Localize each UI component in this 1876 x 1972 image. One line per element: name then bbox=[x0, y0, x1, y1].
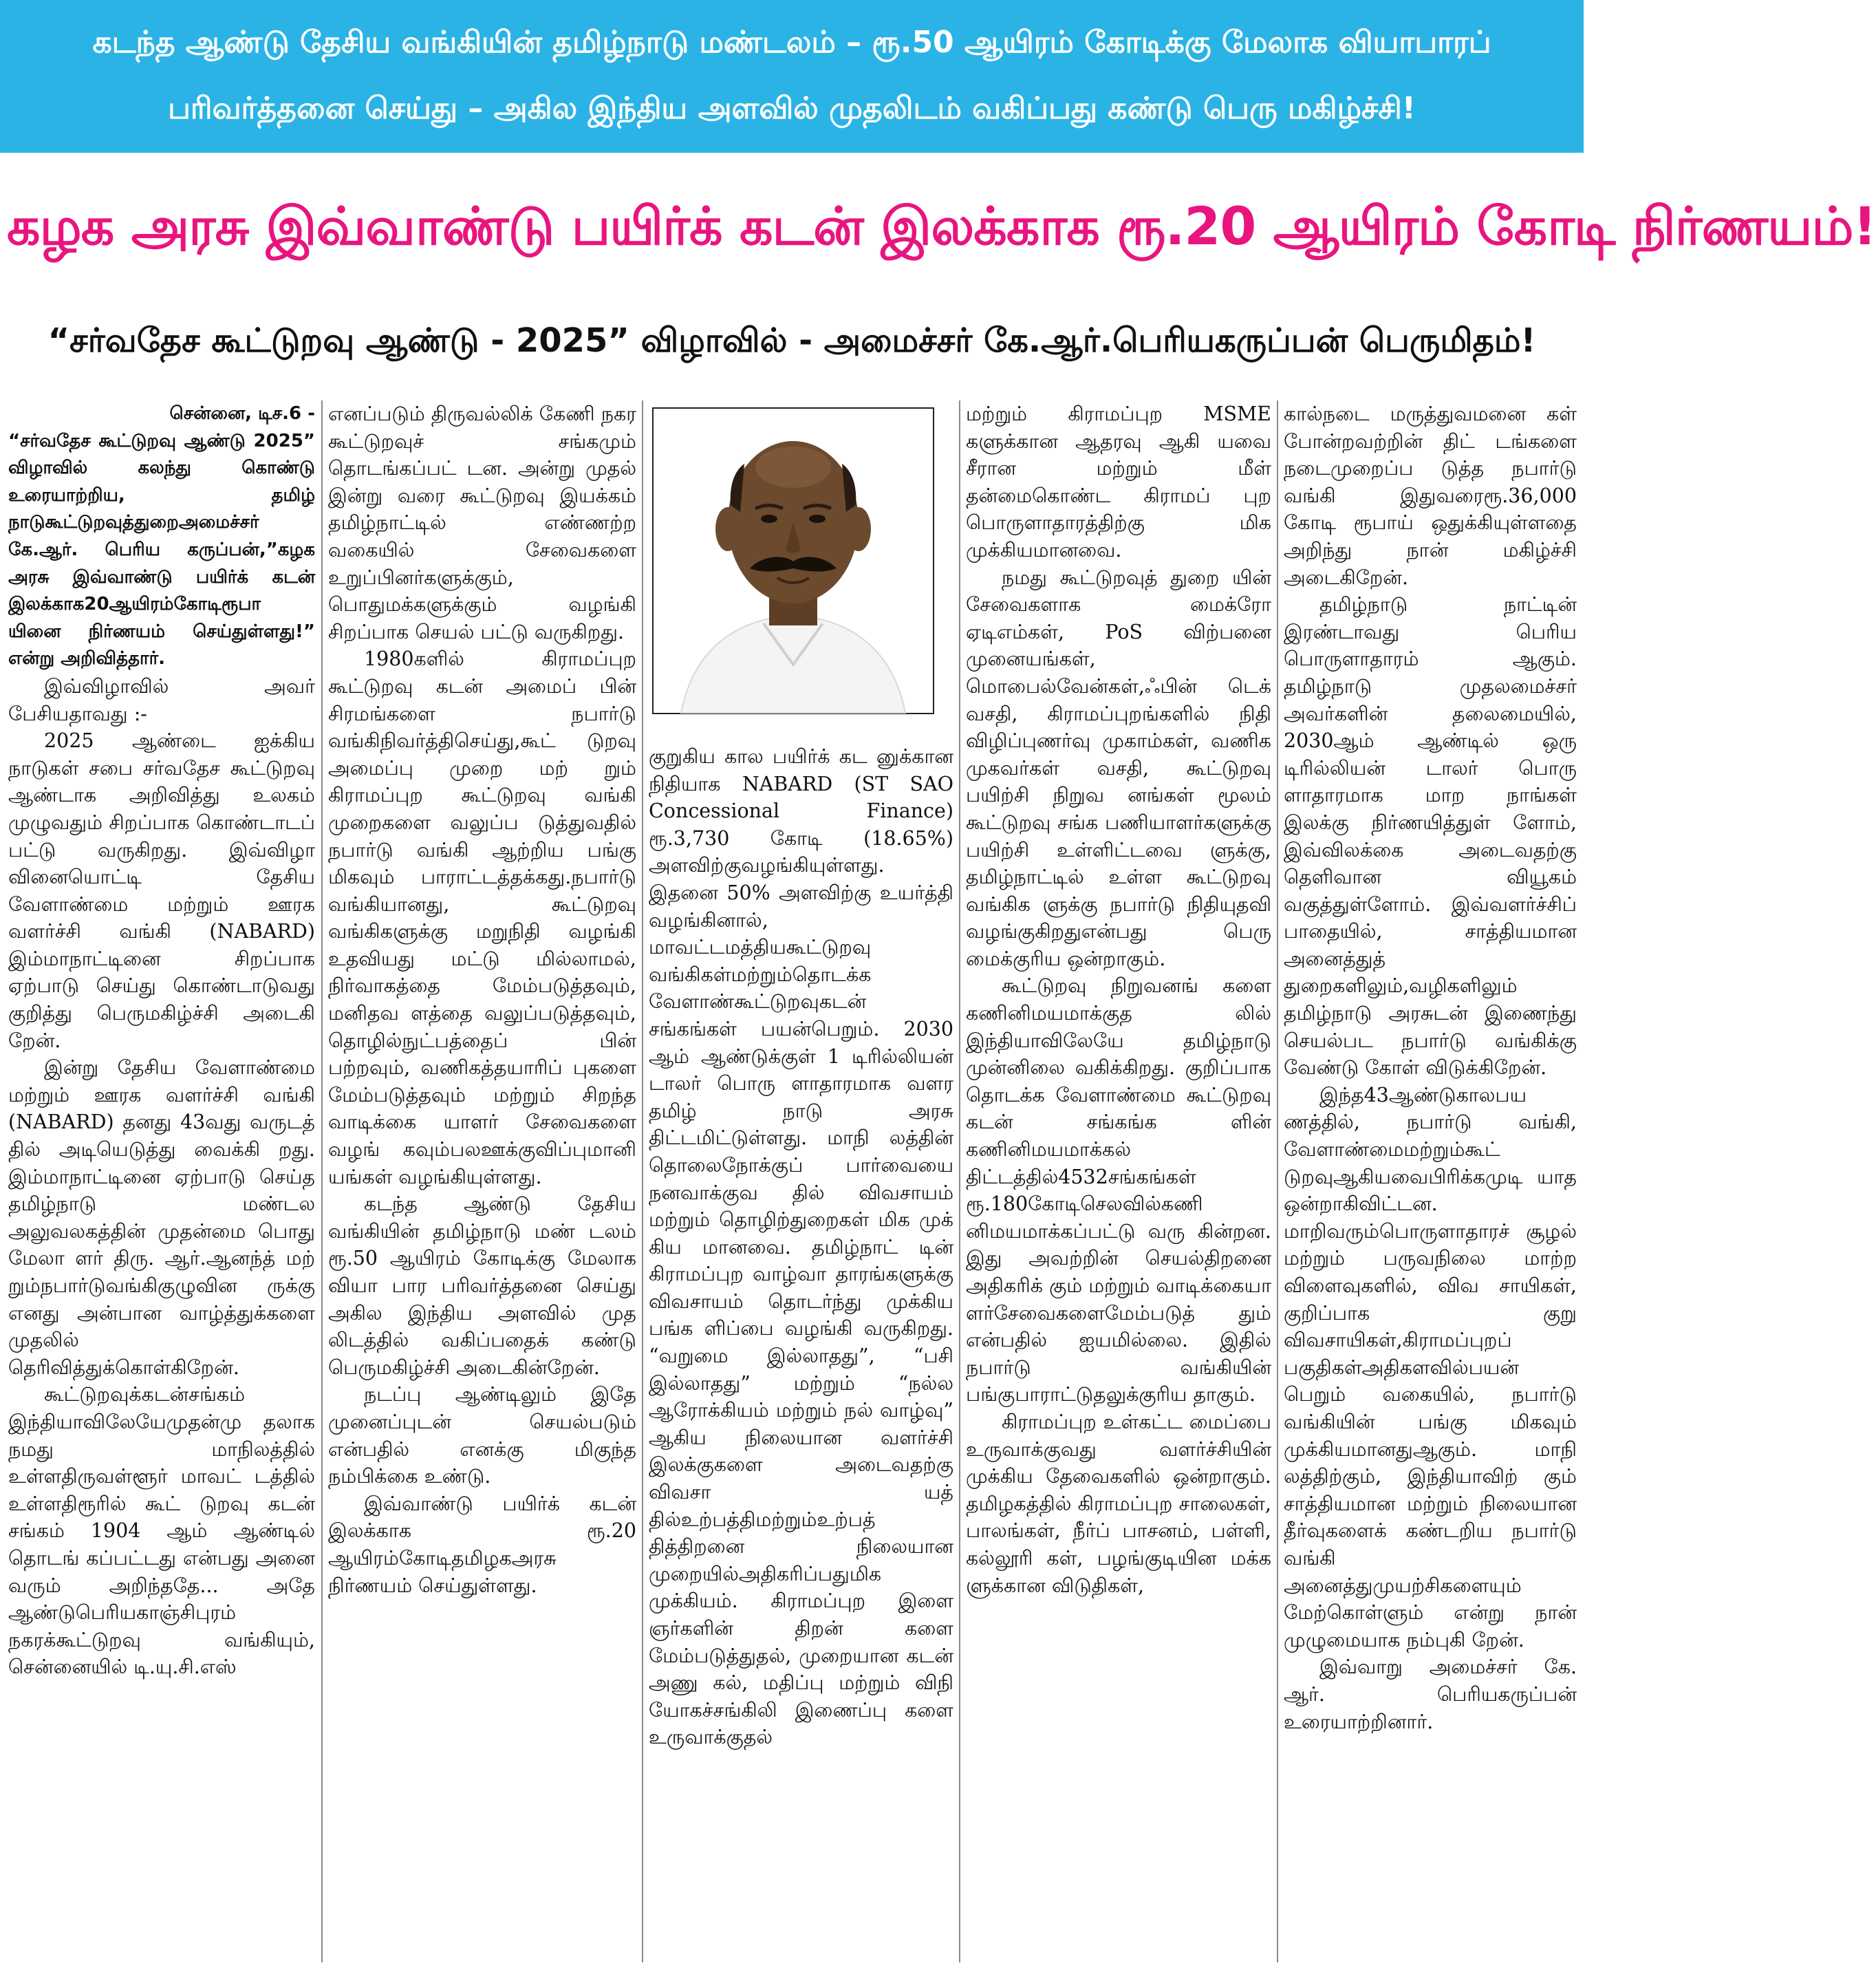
column-rule bbox=[1277, 400, 1278, 1962]
banner-line-2: பரிவர்த்தனை செய்து – அகில இந்திய அளவில் முதலிடம் வகிப்பது கண்டு பெரு மகிழ்ச்சி! bbox=[168, 91, 1416, 126]
paragraph: இவ்வாறு அமைச்சர் கே. ஆர். பெரியகருப்பன் உரையாற்றினார். bbox=[1284, 1655, 1577, 1733]
paragraph: மற்றும் கிராமப்புற MSME களுக்கான ஆதரவு ஆகி யவை சீரான மற்றும் மீள் தன்மைகொண்ட கிராமப் புற பொருளாதாரத்திற்கு மிக முக்கியமானவை. bbox=[966, 403, 1271, 561]
column-rule bbox=[959, 400, 960, 1962]
paragraph: இவ்விழாவில் அவர் பேசியதாவது :- bbox=[8, 674, 315, 725]
paragraph: கடந்த ஆண்டு தேசிய வங்கியின் தமிழ்நாடு மண் டலம் ரூ.50 ஆயிரம் கோடிக்கு மேலாக வியா பார பரிவர்த்தனை செய்து அகில இந்திய அளவில் முத லிடத்தில் வகிப்பதைக் கண்டு பெருமகிழ்ச்சி அடைகின்றேன். bbox=[328, 1192, 636, 1379]
paragraph: கால்நடை மருத்துவமனை கள் போன்றவற்றின் திட் டங்களை நடைமுறைப்ப டுத்த நபார்டு வங்கி இதுவரைரூ.36,000 கோடி ரூபாய் ஒதுக்கியுள்ளதை அறிந்து நான் மகிழ்ச்சி அடைகிறேன். bbox=[1284, 403, 1577, 589]
paragraph: கூட்டுறவு நிறுவனங் களை கணினிமயமாக்குத லில் இந்தியாவிலேயே தமிழ்நாடு முன்னிலை வகிக்கிறது. குறிப்பாக தொடக்க வேளாண்மை கூட்டுறவு கடன் சங்கங்க ளின் கணினிமயமாக்கல் திட்டத்தில்4532சங்கங்கள் ரூ.180கோடிசெலவில்கணி னிமயமாக்கப்பட்டு வரு கின்றன. இது அவற்றின் செயல்திறனை அதிகரிக் கும் மற்றும் வாடிக்கையா ளர்சேவைகளைமேம்படுத் தும் என்பதில் ஐயமில்லை. இதில் நபார்டு வங்கியின் பங்குபாராட்டுதலுக்குரிய தாகும். bbox=[966, 974, 1271, 1406]
paragraph: நமது கூட்டுறவுத் துறை யின் சேவைகளாக மைக்ரோ ஏடிஎம்கள், PoS விற்பனை முனையங்கள், மொபைல்வேன்கள்,ஃபின் டெக் வசதி, கிராமப்புறங்களில் நிதி விழிப்புணர்வு முகாம்கள், வணிக முகவர்கள் வசதி, கூட்டுறவு பயிற்சி நிறுவ னங்கள் மூலம் கூட்டுறவு சங்க பணியாளர்களுக்கு பயிற்சி உள்ளிட்டவை ளுக்கு, தமிழ்நாட்டில் உள்ள கூட்டுறவு வங்கிக ளுக்கு நபார்டு நிதியுதவி வழங்குகிறதுஎன்பது பெரு மைக்குரிய ஒன்றாகும். bbox=[966, 566, 1271, 970]
paragraph: நடப்பு ஆண்டிலும் இதே முனைப்புடன் செயல்படும் என்பதில் எனக்கு மிகுந்த நம்பிக்கை உண்டு. bbox=[328, 1383, 636, 1488]
column-rule bbox=[642, 400, 643, 1962]
lead-paragraph: “சர்வதேச கூட்டுறவு ஆண்டு 2025” விழாவில் கலந்து கொண்டு உரையாற்றிய, தமிழ் நாடுகூட்டுறவுத்துறைஅமைச்சர் கே.ஆர். பெரிய கருப்பன்,”கழக அரசு இவ்வாண்டு பயிர்க் கடன் இலக்காக20ஆயிரம்கோடிரூபா யினை நிர்ணயம் செய்துள்ளது!” என்று அறிவித்தார். bbox=[8, 430, 315, 669]
dateline: சென்னை, டிச.6 - bbox=[169, 403, 315, 424]
paragraph: 2025 ஆண்டை ஐக்கிய நாடுகள் சபை சர்வதேச கூட்டுறவு ஆண்டாக அறிவித்து உலகம் முழுவதும் சிறப்பாக கொண்டாடப் பட்டு வருகிறது. இவ்விழா வினையொட்டி தேசிய வேளாண்மை மற்றும் ஊரக வளர்ச்சி வங்கி (NABARD) இம்மாநாட்டினை சிறப்பாக ஏற்பாடு செய்து கொண்டாடுவது குறித்து பெருமகிழ்ச்சி அடைகி றேன். bbox=[8, 729, 315, 1052]
banner-line-1: கடந்த ஆண்டு தேசிய வங்கியின் தமிழ்நாடு மண்டலம் – ரூ.50 ஆயிரம் கோடிக்கு மேலாக வியாபாரப் bbox=[92, 25, 1491, 60]
article-column-3 bbox=[649, 743, 953, 1962]
top-banner bbox=[0, 0, 1584, 153]
article-column-2 bbox=[328, 400, 636, 1962]
paragraph: கூட்டுறவுக்கடன்சங்கம் இந்தியாவிலேயேமுதன்மு தலாக நமது மாநிலத்தில் உள்ளதிருவள்ளூர் மாவட் டத்தில் உள்ளதிரூரில் கூட் டுறவு கடன் சங்கம் 1904 ஆம் ஆண்டில் தொடங் கப்பட்டது என்பது அனை வரும் அறிந்ததே... அதே ஆண்டுபெரியகாஞ்சிபுரம் நகரக்கூட்டுறவு வங்கியும், சென்னையில் டி.யு.சி.எஸ் bbox=[8, 1383, 315, 1679]
portrait-image bbox=[654, 409, 933, 713]
paragraph: தமிழ்நாடு நாட்டின் இரண்டாவது பெரிய பொருளாதாரம் ஆகும். தமிழ்நாடு முதலமைச்சர் அவர்களின் தலைமையில், 2030ஆம் ஆண்டில் ஒரு டிரில்லியன் டாலர் பொரு ளாதாரமாக மாற நாங்கள் இலக்கு நிர்ணயித்துள் ளோம், இவ்விலக்கை அடைவதற்கு தெளிவான வியூகம் வகுத்துள்ளோம். இவ்வளர்ச்சிப் பாதையில், சாத்தியமான அனைத்துத் துறைகளிலும்,வழிகளிலும் தமிழ்நாடு அரசுடன் இணைந்து செயல்பட நபார்டு வங்கிக்கு வேண்டு கோள் விடுக்கிறேன். bbox=[1284, 593, 1577, 1080]
paragraph: இவ்வாண்டு பயிர்க் கடன் இலக்காக ரூ.20 ஆயிரம்கோடிதமிழகஅரசு நிர்ணயம் செய்துள்ளது. bbox=[328, 1492, 636, 1597]
paragraph: இன்று தேசிய வேளாண்மை மற்றும் ஊரக வளர்ச்சி வங்கி (NABARD) தனது 43வது வருடத் தில் அடியெடுத்து வைக்கி றது. இம்மாநாட்டினை ஏற்பாடு செய்த தமிழ்நாடு மண்டல அலுவலகத்தின் முதன்மை பொது மேலா ளர் திரு. ஆர்.ஆனந்த் மற் றும்நபார்டுவங்கிகுழுவின ருக்கு எனது அன்பான வாழ்த்துக்களை முதலில் தெரிவித்துக்கொள்கிறேன். bbox=[8, 1056, 315, 1379]
paragraph: எனப்படும் திருவல்லிக் கேணி நகர கூட்டுறவுச் சங்கமும் தொடங்கப்பட் டன. அன்று முதல் இன்று வரை கூட்டுறவு இயக்கம் தமிழ்நாட்டில் எண்ணற்ற வகையில் சேவைகளை உறுப்பினர்களுக்கும், பொதுமக்களுக்கும் வழங்கி சிறப்பாக செயல் பட்டு வருகிறது. bbox=[328, 403, 636, 643]
article-column-5 bbox=[1284, 400, 1577, 1962]
paragraph: குறுகிய கால பயிர்க் கட னுக்கான நிதியாக NABARD (ST SAO Concessional Finance) ரூ.3,730 கோடி (18.65%) அளவிற்குவழங்கியுள்ளது. இதனை 50% அளவிற்கு உயர்த்தி வழங்கினால், மாவட்டமத்தியகூட்டுறவு வங்கிகள்மற்றும்தொடக்க வேளாண்கூட்டுறவுகடன் சங்கங்கள் பயன்பெறும். 2030 ஆம் ஆண்டுக்குள் 1 டிரில்லியன் டாலர் பொரு ளாதாரமாக வளர தமிழ் நாடு அரசு திட்டமிட்டுள்ளது. மாநி லத்தின் தொலைநோக்குப் பார்வையை நனவாக்குவ தில் விவசாயம் மற்றும் தொழிற்துறைகள் மிக முக் கிய மானவை. தமிழ்நாட் டின் கிராமப்புற வாழ்வா தாரங்களுக்கு விவசாயம் தொடர்ந்து முக்கிய பங்க ளிப்பை வழங்கி வருகிறது. “வறுமை இல்லாதது”, “பசி இல்லாதது” மற்றும் “நல்ல ஆரோக்கியம் மற்றும் நல் வாழ்வு” ஆகிய நிலையான வளர்ச்சி இலக்குகளை அடைவதற்கு விவசா யத் தில்உற்பத்திமற்றும்உற்பத் தித்திறனை நிலையான முறையில்அதிகரிப்பதுமிக முக்கியம். கிராமப்புற இளை ஞர்களின் திறன் களை மேம்படுத்துதல், முறையான கடன் அணு கல், மதிப்பு மற்றும் விநி யோகச்சங்கிலி இணைப்பு களை உருவாக்குதல் bbox=[649, 745, 953, 1749]
sub-headline: “சர்வதேச கூட்டுறவு ஆண்டு - 2025” விழாவில் - அமைச்சர் கே.ஆர்.பெரியகருப்பன் பெருமிதம்! bbox=[47, 321, 1536, 360]
paragraph: 1980களில் கிராமப்புற கூட்டுறவு கடன் அமைப் பின் சிரமங்களை நபார்டு வங்கிநிவர்த்திசெய்து,கூட் டுறவு அமைப்பு முறை மற் றும் கிராமப்புற கூட்டுறவு வங்கி முறைகளை வலுப்ப டுத்துவதில் நபார்டு வங்கி ஆற்றிய பங்கு மிகவும் பாராட்டத்தக்கது.நபார்டு வங்கியானது, கூட்டுறவு வங்கிகளுக்கு மறுநிதி வழங்கி உதவியது மட்டு மில்லாமல், நிர்வாகத்தை மேம்படுத்தவும், மனிதவ ளத்தை வலுப்படுத்தவும், தொழில்நுட்பத்தைப் பின் பற்றவும், வணிகத்தயாரிப் புகளை மேம்படுத்தவும் மற்றும் சிறந்த வாடிக்கை யாளர் சேவைகளை வழங் கவும்பலஊக்குவிப்புமானி யங்கள் வழங்கியுள்ளது. bbox=[328, 647, 636, 1188]
paragraph: இந்த43ஆண்டுகாலபய ணத்தில், நபார்டு வங்கி, வேளாண்மைமற்றும்கூட் டுறவுஆகியவைபிரிக்கமுடி யாத ஒன்றாகிவிட்டன. மாறிவரும்பொருளாதாரச் சூழல் மற்றும் பருவநிலை மாற்ற விளைவுகளில், விவ சாயிகள், குறிப்பாக குறு விவசாயிகள்,கிராமப்புறப் பகுதிகள்அதிகளவில்பயன் பெறும் வகையில், நபார்டு வங்கியின் பங்கு மிகவும் முக்கியமானதுஆகும். மாநி லத்திற்கும், இந்தியாவிற் கும் சாத்தியமான மற்றும் நிலையான தீர்வுகளைக் கண்டறிய நபார்டு வங்கி அனைத்துமுயற்சிகளையும் மேற்கொள்ளும் என்று நான் முழுமையாக நம்புகி றேன். bbox=[1284, 1083, 1577, 1651]
paragraph: கிராமப்புற உள்கட்ட மைப்பை உருவாக்குவது வளர்ச்சியின் முக்கிய தேவைகளில் ஒன்றாகும். தமிழகத்தில் கிராமப்புற சாலைகள், பாலங்கள், நீர்ப் பாசனம், பள்ளி, கல்லூரி கள், பழங்குடியின மக்க ளுக்கான விடுதிகள், bbox=[966, 1410, 1271, 1597]
article-column-1 bbox=[8, 400, 315, 1962]
minister-photo bbox=[652, 407, 934, 714]
main-headline: கழக அரசு இவ்வாண்டு பயிர்க் கடன் இலக்காக ரூ.20 ஆயிரம் கோடி நிர்ணயம்! bbox=[7, 195, 1876, 257]
column-rule bbox=[321, 400, 323, 1962]
article-column-4 bbox=[966, 400, 1271, 1962]
